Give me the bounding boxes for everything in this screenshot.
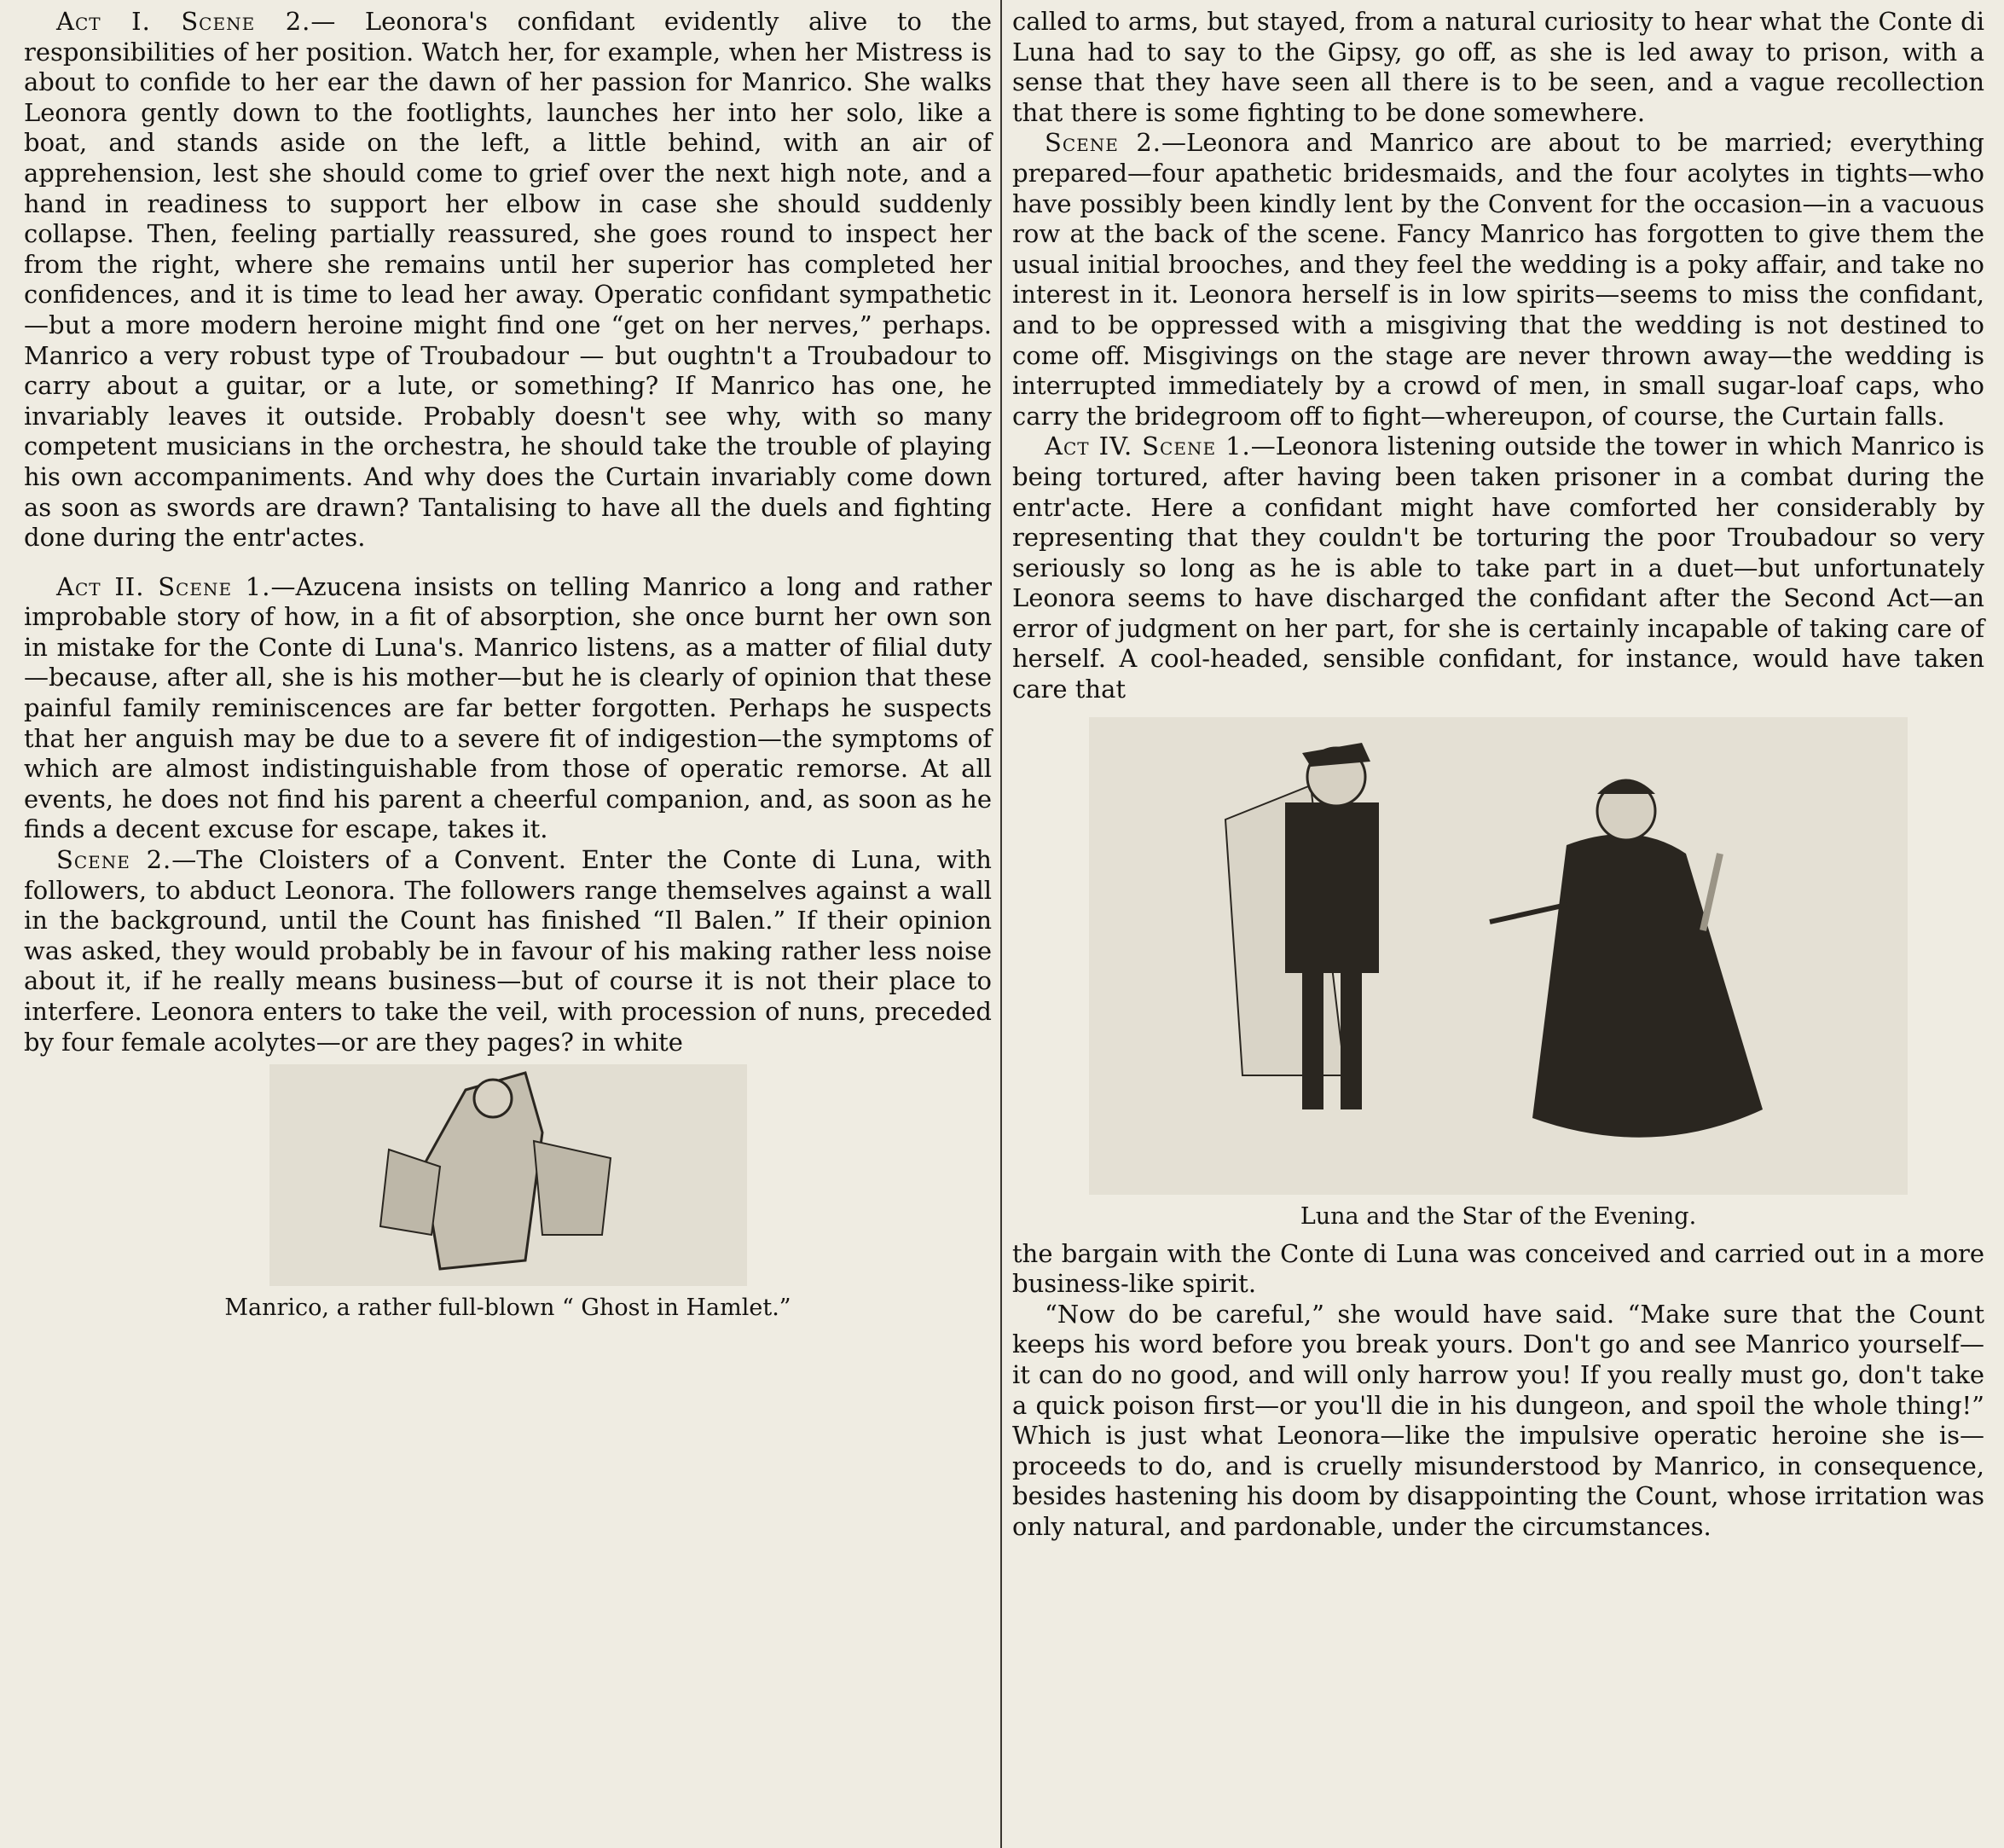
- right-top-paragraph: [1012, 7, 1984, 128]
- quote-text: “Now do be careful,” she would have said. “Make sure that the Count keeps his word before you break yours. Don't go and see Manrico yourself—it can do no good, and will only harrow you! If you really must go, don't take a quick poison first—or you'll die in his dungeon, and spoil the whole thing!” Which is just what Leonora—like the impulsive operatic heroine she is—proceeds to do, and is cruelly misunderstood by Manrico, in consequence, besides hastening his doom by disappointing the Count, whose irritation was only natural, and pardonable, under the circumstances.: [1012, 1299, 1984, 1541]
- act2-lead: Act II. Scene 1.: [56, 571, 271, 601]
- act4-text: —Leonora listening outside the tower in which Manrico is being tortured, after having been taken prisoner in a combat during the entr'acte. Here a confidant might have comforted her considerably by representing that they couldn't be torturing the poor Troubadour so very seriously so long as he is able to take part in a duet—but unfortunately Leonora seems to have discharged the confidant after the Second Act—an error of judgment on her part, for she is certainly incapable of taking care of herself. A cool-headed, sensible confidant, for instance, would have taken care that: [1012, 432, 1984, 704]
- scene2-lead-right: Scene 2.: [1045, 128, 1162, 158]
- scene2-lead-left: Scene 2.: [56, 845, 172, 875]
- scene2-text-left: —The Cloisters of a Convent. Enter the Conte di Luna, with followers, to abduct Leonora. The followers range themselves against a wall in the background, until the Count has finished “Il Balen.” If their opinion was asked, they would probably be in favour of his making rather less noise about it, if he really means business—but of course it is not their place to interfere. Leonora enters to take the veil, with procession of nuns, preceded by four female acolytes—or are they pages? in white: [24, 845, 992, 1057]
- scene2-paragraph-left: [24, 845, 992, 1057]
- act1-paragraph: [24, 7, 992, 553]
- after-figure-text: the bargain with the Conte di Luna was conceived and carried out in a more business-like spirit.: [1012, 1238, 1984, 1299]
- quote-paragraph: [1012, 1300, 1984, 1543]
- figure-luna-star: [1012, 717, 1984, 1231]
- scene2-paragraph-right: [1012, 128, 1984, 432]
- act2-paragraph: [24, 572, 992, 845]
- luna-and-star-illustration: [1089, 717, 1908, 1195]
- figure-manrico-ghost: [24, 1064, 992, 1322]
- act2-text: —Azucena insists on telling Manrico a long and rather improbable story of how, in a fit of absorption, she once burnt her own son in mistake for the Conte di Luna's. Manrico listens, as a matter of filial duty—because, after all, she is his mother—but he is clearly of opinion that these painful family reminiscences are far better forgotten. Perhaps he suspects that her anguish may be due to a severe fit of indigestion—the symptoms of which are almost indistinguishable from those of operatic remorse. At all events, he does not find his parent a cheerful companion, and, as soon as he finds a decent excuse for escape, takes it.: [24, 571, 992, 844]
- scene2-text-right: —Leonora and Manrico are about to be married; everything prepared—four apathetic bridesmaids, and the four acolytes in tights—who have possibly been kindly lent by the Convent for the occasion—in a vacuous row at the back of the scene. Fancy Manrico has forgotten to give them the usual initial brooches, and they feel the wedding is a poky affair, and take no interest in it. Leonora herself is in low spirits—seems to miss the confidant, and to be oppressed with a misgiving that the wedding is not destined to come off. Misgivings on the stage are never thrown away—the wedding is interrupted immediately by a crowd of men, in small sugar-loaf caps, who carry the bridegroom off to fight—whereupon, of course, the Curtain falls.: [1012, 128, 1984, 431]
- after-figure-paragraph: [1012, 1239, 1984, 1300]
- act1-text: — Leonora's confidant evidently alive to the responsibilities of her position. Watch her, for example, when her Mistress is about to confide to her ear the dawn of her passion for Manrico. She walks Leonora gently down to the footlights, launches her into her solo, like a boat, and stands aside on the left, a little behind, with an air of apprehension, lest she should come to grief over the next high note, and a hand in readiness to support her elbow in case she should suddenly collapse. Then, feeling partially reassured, she goes round to inspect her from the right, where she remains until her superior has completed her confidences, and it is time to lead her away. Operatic confidant sympathetic—but a more modern heroine might find one “get on her nerves,” perhaps. Manrico a very robust type of Troubadour — but oughtn't a Troubadour to carry about a guitar, or a lute, or something? If Manrico has one, he invariably leaves it outside. Probably doesn't see why, with so many competent musicians in the orchestra, he should take the trouble of playing his own accompaniments. And why does the Curtain invariably come down as soon as swords are drawn? Tantalising to have all the duels and fighting done during the entr'actes.: [24, 7, 993, 553]
- act1-lead: Act I. Scene 2.: [56, 7, 311, 36]
- right-column: [1012, 0, 1984, 1543]
- manrico-illustration: [269, 1064, 747, 1286]
- right-top-text: called to arms, but stayed, from a natural curiosity to hear what the Conte di Luna had to say to the Gipsy, go off, as she is led away to prison, with a sense that they have seen all there is to be seen, and a vague recollection that there is some fighting to be done somewhere.: [1012, 7, 1984, 127]
- column-rule: [1000, 0, 1002, 1848]
- left-column: [24, 0, 992, 1322]
- figure-caption-right: Luna and the Star of the Evening.: [1300, 1202, 1697, 1230]
- act4-lead: Act IV. Scene 1.: [1045, 432, 1251, 461]
- figure-caption-left: Manrico, a rather full-blown “ Ghost in Hamlet.”: [224, 1295, 791, 1322]
- act4-paragraph: [1012, 432, 1984, 704]
